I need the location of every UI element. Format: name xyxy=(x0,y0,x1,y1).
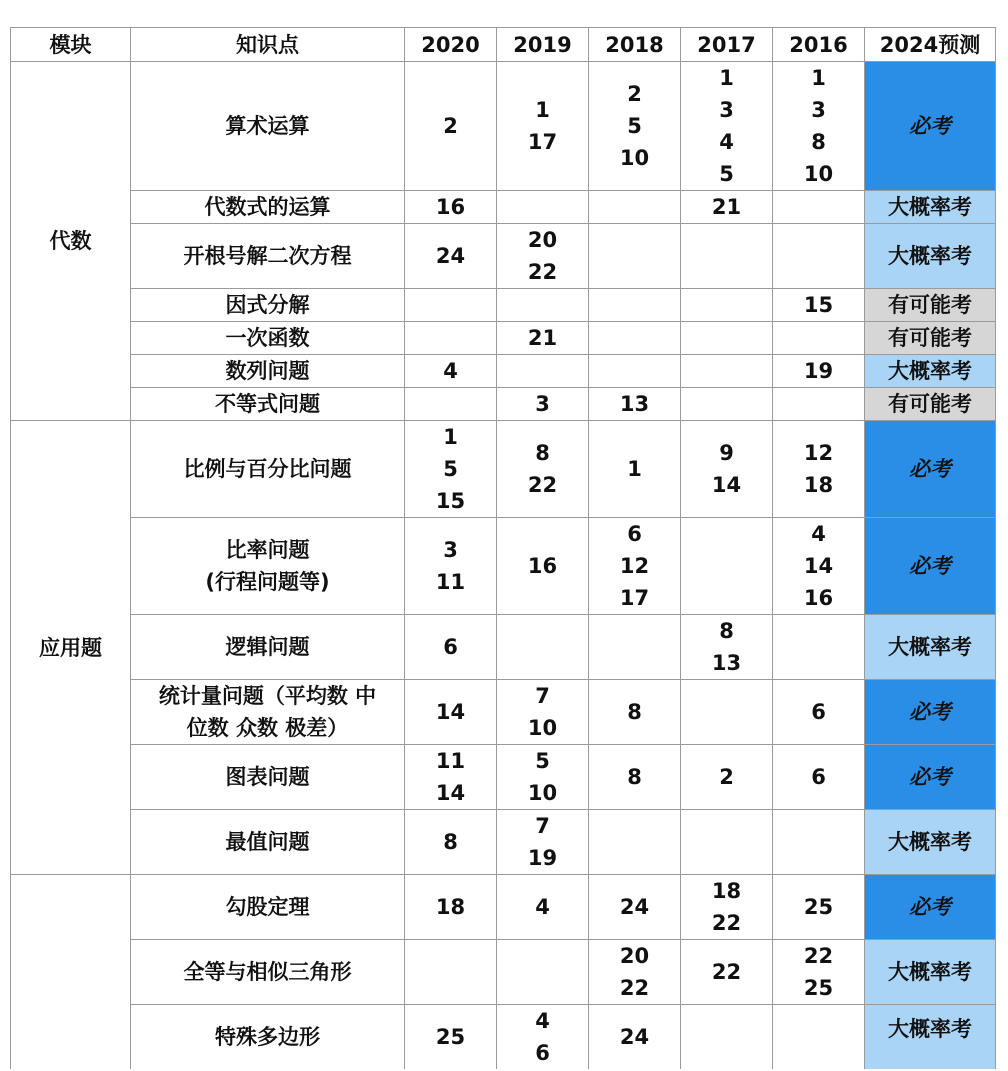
question-number: 16 xyxy=(803,586,834,610)
topic-cell xyxy=(131,810,405,875)
question-cell-2019 xyxy=(497,810,589,875)
question-number: 6 xyxy=(811,765,826,789)
topic-cell xyxy=(131,224,405,289)
question-cell-2020 xyxy=(405,289,497,322)
question-number: 25 xyxy=(803,895,834,919)
prediction-badge: 必考 xyxy=(865,62,996,191)
question-cell-2017 xyxy=(681,322,773,355)
question-number: 8 xyxy=(627,700,642,724)
question-cell-2017 xyxy=(681,940,773,1005)
question-cell-2016 xyxy=(773,810,865,875)
question-number: 6 xyxy=(443,635,458,659)
question-number: 6 xyxy=(627,522,642,546)
question-cell-2016 xyxy=(773,940,865,1005)
question-number: 8 xyxy=(535,441,550,465)
topic-line: 图表问题 xyxy=(225,765,310,789)
question-cell-2019 xyxy=(497,388,589,421)
question-cell-2016 xyxy=(773,615,865,680)
table-row xyxy=(11,1005,996,1070)
table-row xyxy=(11,322,996,355)
question-number: 24 xyxy=(435,244,466,268)
question-cell-2016 xyxy=(773,289,865,322)
question-cell-2019 xyxy=(497,680,589,745)
question-number: 7 xyxy=(535,814,550,838)
topic-line: 勾股定理 xyxy=(225,895,310,919)
table-row xyxy=(11,224,996,289)
question-cell-2020 xyxy=(405,322,497,355)
table-row xyxy=(11,62,996,191)
question-cell-2017 xyxy=(681,421,773,518)
question-cell-2020 xyxy=(405,810,497,875)
question-number: 16 xyxy=(527,554,558,578)
module-cell: 代数 xyxy=(11,62,131,421)
question-number: 6 xyxy=(811,700,826,724)
question-number: 18 xyxy=(711,879,742,903)
prediction-badge: 有可能考 xyxy=(865,388,996,421)
prediction-badge: 必考 xyxy=(865,875,996,940)
question-number: 8 xyxy=(719,619,734,643)
module-cell: 应用题 xyxy=(11,421,131,875)
topic-cell xyxy=(131,1005,405,1070)
topic-cell xyxy=(131,191,405,224)
question-cell-2020 xyxy=(405,680,497,745)
question-cell-2016 xyxy=(773,355,865,388)
question-cell-2019 xyxy=(497,322,589,355)
prediction-badge: 大概率考 xyxy=(865,355,996,388)
question-cell-2018 xyxy=(589,875,681,940)
question-cell-2020 xyxy=(405,940,497,1005)
question-number: 21 xyxy=(711,195,742,219)
question-number: 1 xyxy=(719,66,734,90)
question-number: 22 xyxy=(803,944,834,968)
question-number: 11 xyxy=(435,749,466,773)
question-cell-2017 xyxy=(681,1005,773,1070)
header-2016: 2016 xyxy=(773,28,865,62)
header-module: 模块 xyxy=(11,28,131,62)
topic-line: 代数式的运算 xyxy=(204,195,331,219)
question-cell-2017 xyxy=(681,191,773,224)
question-cell-2019 xyxy=(497,289,589,322)
question-number: 3 xyxy=(811,98,826,122)
table-row xyxy=(11,615,996,680)
question-number: 1 xyxy=(443,425,458,449)
prediction-badge: 有可能考 xyxy=(865,289,996,322)
table-row xyxy=(11,940,996,1005)
question-cell-2020 xyxy=(405,1005,497,1070)
question-cell-2019 xyxy=(497,224,589,289)
prediction-badge: 大概率考 xyxy=(865,810,996,875)
question-cell-2020 xyxy=(405,615,497,680)
question-cell-2018 xyxy=(589,518,681,615)
topic-line: 开根号解二次方程 xyxy=(183,244,352,268)
topic-cell xyxy=(131,940,405,1005)
question-cell-2020 xyxy=(405,191,497,224)
question-number: 20 xyxy=(527,228,558,252)
question-number: 8 xyxy=(627,765,642,789)
module-cell xyxy=(11,875,131,1070)
question-number: 22 xyxy=(527,473,558,497)
question-cell-2019 xyxy=(497,615,589,680)
question-cell-2016 xyxy=(773,388,865,421)
question-number: 8 xyxy=(443,830,458,854)
question-cell-2016 xyxy=(773,680,865,745)
topic-cell xyxy=(131,875,405,940)
question-number: 20 xyxy=(619,944,650,968)
exam-topic-table xyxy=(10,27,996,1069)
topic-cell xyxy=(131,388,405,421)
prediction-badge: 大概率考 xyxy=(865,191,996,224)
table-row xyxy=(11,518,996,615)
question-cell-2019 xyxy=(497,191,589,224)
header-topic: 知识点 xyxy=(131,28,405,62)
prediction-badge: 大概率考 xyxy=(865,1005,996,1070)
question-number: 17 xyxy=(527,130,558,154)
question-cell-2019 xyxy=(497,421,589,518)
question-number: 13 xyxy=(711,651,742,675)
table-row xyxy=(11,810,996,875)
question-number: 3 xyxy=(443,538,458,562)
question-number: 14 xyxy=(435,700,466,724)
question-number: 14 xyxy=(435,781,466,805)
question-number: 2 xyxy=(443,114,458,138)
topic-cell xyxy=(131,615,405,680)
topic-line: 逻辑问题 xyxy=(225,635,310,659)
question-cell-2016 xyxy=(773,224,865,289)
question-cell-2016 xyxy=(773,745,865,810)
question-number: 22 xyxy=(711,960,742,984)
prediction-badge: 必考 xyxy=(865,518,996,615)
prediction-badge: 必考 xyxy=(865,421,996,518)
topic-cell xyxy=(131,745,405,810)
table-row xyxy=(11,388,996,421)
question-cell-2017 xyxy=(681,615,773,680)
question-number: 16 xyxy=(435,195,466,219)
question-number: 2 xyxy=(719,765,734,789)
question-number: 3 xyxy=(719,98,734,122)
question-cell-2017 xyxy=(681,875,773,940)
table-row xyxy=(11,745,996,810)
question-cell-2018 xyxy=(589,615,681,680)
prediction-badge: 大概率考 xyxy=(865,615,996,680)
question-number: 24 xyxy=(619,895,650,919)
question-cell-2016 xyxy=(773,875,865,940)
question-number: 24 xyxy=(619,1025,650,1049)
topic-line: 特殊多边形 xyxy=(215,1025,320,1049)
question-number: 5 xyxy=(627,114,642,138)
question-cell-2017 xyxy=(681,62,773,191)
question-cell-2016 xyxy=(773,191,865,224)
question-cell-2017 xyxy=(681,289,773,322)
table-row xyxy=(11,680,996,745)
question-cell-2018 xyxy=(589,289,681,322)
question-cell-2018 xyxy=(589,322,681,355)
question-number: 10 xyxy=(619,146,650,170)
topic-line: 统计量问题（平均数 中 xyxy=(158,684,377,708)
question-cell-2018 xyxy=(589,355,681,388)
question-cell-2019 xyxy=(497,940,589,1005)
topic-line: 算术运算 xyxy=(225,114,310,138)
topic-line: 因式分解 xyxy=(225,293,310,317)
topic-cell xyxy=(131,62,405,191)
topic-line: 位数 众数 极差） xyxy=(186,716,349,740)
question-cell-2019 xyxy=(497,1005,589,1070)
prediction-badge: 大概率考 xyxy=(865,224,996,289)
question-cell-2017 xyxy=(681,518,773,615)
question-cell-2019 xyxy=(497,745,589,810)
table-row xyxy=(11,421,996,518)
question-number: 22 xyxy=(711,911,742,935)
question-number: 10 xyxy=(527,781,558,805)
question-number: 15 xyxy=(803,293,834,317)
question-number: 1 xyxy=(535,98,550,122)
topic-line: 不等式问题 xyxy=(215,392,320,416)
question-number: 22 xyxy=(619,976,650,1000)
question-cell-2017 xyxy=(681,810,773,875)
table-row xyxy=(11,289,996,322)
table-row xyxy=(11,191,996,224)
question-number: 5 xyxy=(719,162,734,186)
header-2017: 2017 xyxy=(681,28,773,62)
question-cell-2018 xyxy=(589,1005,681,1070)
table-row xyxy=(11,875,996,940)
topic-line: 一次函数 xyxy=(225,326,310,350)
topic-line: 全等与相似三角形 xyxy=(183,960,352,984)
header-2019: 2019 xyxy=(497,28,589,62)
question-cell-2016 xyxy=(773,421,865,518)
question-cell-2016 xyxy=(773,1005,865,1070)
question-number: 21 xyxy=(527,326,558,350)
topic-line: 比率问题 xyxy=(225,538,310,562)
question-number: 17 xyxy=(619,586,650,610)
question-number: 19 xyxy=(803,359,834,383)
question-number: 1 xyxy=(811,66,826,90)
question-number: 4 xyxy=(443,359,458,383)
question-number: 22 xyxy=(527,260,558,284)
question-cell-2018 xyxy=(589,191,681,224)
question-cell-2020 xyxy=(405,875,497,940)
question-cell-2018 xyxy=(589,421,681,518)
question-cell-2018 xyxy=(589,62,681,191)
question-cell-2018 xyxy=(589,680,681,745)
question-number: 18 xyxy=(435,895,466,919)
question-cell-2018 xyxy=(589,745,681,810)
question-number: 5 xyxy=(443,457,458,481)
prediction-badge: 大概率考 xyxy=(865,940,996,1005)
question-number: 4 xyxy=(535,1009,550,1033)
question-number: 18 xyxy=(803,473,834,497)
question-cell-2020 xyxy=(405,388,497,421)
question-number: 25 xyxy=(803,976,834,1000)
question-cell-2019 xyxy=(497,875,589,940)
header-row xyxy=(11,28,996,62)
prediction-badge: 必考 xyxy=(865,680,996,745)
question-number: 10 xyxy=(527,716,558,740)
question-number: 3 xyxy=(535,392,550,416)
question-cell-2020 xyxy=(405,518,497,615)
question-number: 11 xyxy=(435,570,466,594)
topic-cell xyxy=(131,680,405,745)
topic-line: 比例与百分比问题 xyxy=(183,457,352,481)
question-cell-2018 xyxy=(589,224,681,289)
topic-line: (行程问题等) xyxy=(205,570,330,594)
question-cell-2016 xyxy=(773,518,865,615)
question-number: 15 xyxy=(435,489,466,513)
question-cell-2019 xyxy=(497,355,589,388)
question-number: 1 xyxy=(627,457,642,481)
question-number: 2 xyxy=(627,82,642,106)
topic-cell xyxy=(131,518,405,615)
prediction-badge: 有可能考 xyxy=(865,322,996,355)
question-number: 4 xyxy=(811,522,826,546)
question-number: 19 xyxy=(527,846,558,870)
question-cell-2016 xyxy=(773,322,865,355)
question-cell-2020 xyxy=(405,745,497,810)
table-body xyxy=(11,62,996,1070)
question-cell-2019 xyxy=(497,62,589,191)
question-cell-2016 xyxy=(773,62,865,191)
question-cell-2020 xyxy=(405,224,497,289)
question-number: 4 xyxy=(535,895,550,919)
topic-cell xyxy=(131,322,405,355)
question-number: 12 xyxy=(803,441,834,465)
question-cell-2017 xyxy=(681,355,773,388)
question-number: 9 xyxy=(719,441,734,465)
question-cell-2017 xyxy=(681,388,773,421)
topic-cell xyxy=(131,289,405,322)
question-number: 25 xyxy=(435,1025,466,1049)
question-number: 14 xyxy=(711,473,742,497)
question-cell-2018 xyxy=(589,388,681,421)
question-number: 12 xyxy=(619,554,650,578)
question-number: 8 xyxy=(811,130,826,154)
question-number: 7 xyxy=(535,684,550,708)
question-cell-2018 xyxy=(589,940,681,1005)
question-number: 6 xyxy=(535,1041,550,1065)
question-cell-2018 xyxy=(589,810,681,875)
topic-line: 最值问题 xyxy=(225,830,310,854)
question-number: 5 xyxy=(535,749,550,773)
topic-cell xyxy=(131,421,405,518)
table-row xyxy=(11,355,996,388)
question-cell-2020 xyxy=(405,62,497,191)
question-cell-2020 xyxy=(405,421,497,518)
prediction-badge: 必考 xyxy=(865,745,996,810)
question-cell-2020 xyxy=(405,355,497,388)
topic-cell xyxy=(131,355,405,388)
question-number: 10 xyxy=(803,162,834,186)
question-cell-2019 xyxy=(497,518,589,615)
header-2020: 2020 xyxy=(405,28,497,62)
topic-line: 数列问题 xyxy=(225,359,310,383)
header-2018: 2018 xyxy=(589,28,681,62)
question-cell-2017 xyxy=(681,745,773,810)
question-cell-2017 xyxy=(681,224,773,289)
header-2024-prediction: 2024预测 xyxy=(865,28,996,62)
question-number: 14 xyxy=(803,554,834,578)
question-cell-2017 xyxy=(681,680,773,745)
question-number: 13 xyxy=(619,392,650,416)
question-number: 4 xyxy=(719,130,734,154)
